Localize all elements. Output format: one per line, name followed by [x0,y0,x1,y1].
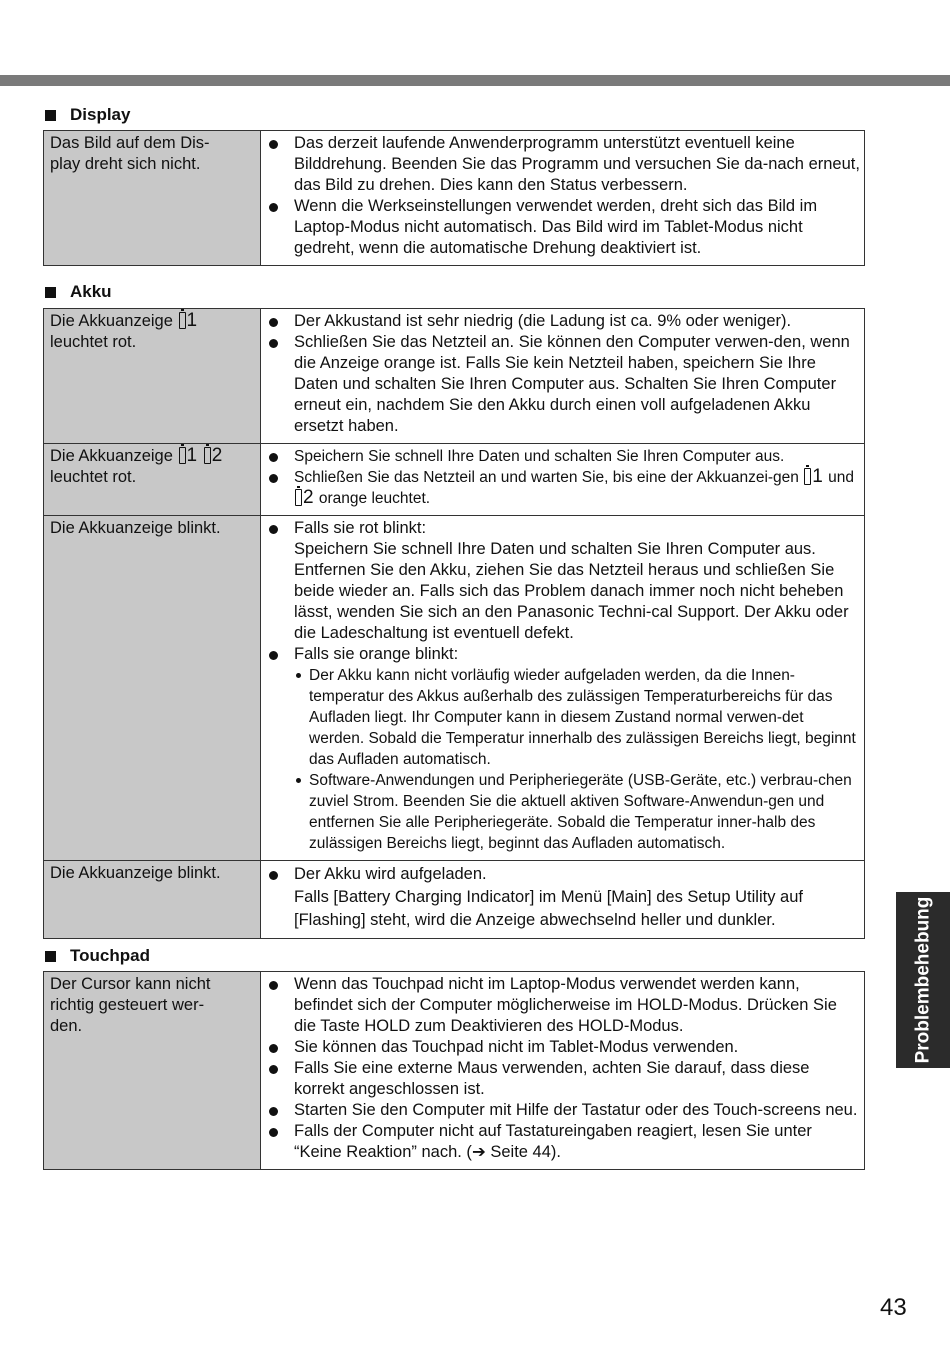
solution-text: Falls [Battery Charging Indicator] im Menü [Main] des Setup Utility auf [Flashing] steht, wird die Anzeige abwechselnd heller und dunkler. [294,888,803,929]
solution-cell [261,972,865,1170]
solution-item: Falls sie rot blinkt: [267,518,860,539]
sub-item: Der Akku kann nicht vorläufig wieder aufgeladen werden, da die Innen-temperatur des Akkus außerhalb des zulässigen Temperaturbereichs für das Aufladen liegt. Ihr Computer kann in diesem Zustand normal verwen-det werden. Sobald die Temperatur innerhalb des zulässigen Bereichs liegt, beginnt das Aufladen automatisch. [267,665,860,770]
solution-item: Starten Sie den Computer mit Hilfe der Tastatur oder des Touch-screens neu. [267,1100,860,1121]
display-table [43,130,865,266]
battery-indicator-icon: 1 [179,312,198,330]
solution-item: Speichern Sie schnell Ihre Daten und schalten Sie Ihren Computer aus. [267,446,860,467]
solution-item: Sie können das Touchpad nicht im Tablet-Modus verwenden. [267,1037,860,1058]
bullet-icon [269,203,278,212]
section-heading-display [45,105,130,125]
bullet-icon [269,651,278,660]
table-row [44,861,865,939]
solution-item: Schließen Sie das Netzteil an. Sie können den Computer verwen-den, wenn die Anzeige orange ist. Falls Sie kein Netzteil haben, speichern Sie Ihre Daten und schalten Sie Ihren Computer aus. Schalten Sie Ihren Computer erneut ein, nachdem Sie den Akku durch einen voll aufgeladenen Akku ersetzt haben. [267,332,860,437]
bullet-icon [269,1128,278,1137]
battery-indicator-icon: 2 [295,489,314,507]
bullet-icon [269,453,278,462]
solution-cell [261,131,865,266]
battery-indicator-icon: 2 [204,447,223,465]
solution-item: Wenn das Touchpad nicht im Laptop-Modus verwendet werden kann, befindet sich der Computer möglicherweise im HOLD-Modus. Drücken Sie die Taste HOLD zum Deaktivieren des HOLD-Modus. [267,974,860,1037]
side-tab [896,892,950,1068]
section-title: Akku [70,282,112,301]
solution-cell [261,861,865,939]
bullet-icon [269,1107,278,1116]
square-bullet-icon [45,951,56,962]
table-row [44,972,865,1170]
solution-item: Der Akku wird aufgeladen. [267,863,860,886]
sub-item: Software-Anwendungen und Peripheriegeräte (USB-Geräte, etc.) verbrau-chen zuviel Strom. Beenden Sie die aktuell aktiven Software-Anwendun-gen und entfernen Sie alle Peripheriegeräte. Sobald die Temperatur inner-halb des zulässigen Bereichs liegt, beginnt das Aufladen automatisch. [267,770,860,854]
bullet-icon [269,1044,278,1053]
solution-item: Das derzeit laufende Anwenderprogramm unterstützt eventuell keine Bilddrehung. Beenden Sie das Programm und versuchen Sie da-nach erneut, das Bild zu drehen. Dies kann den Status verbessern. [267,133,860,196]
bullet-icon [269,1065,278,1074]
solution-cell [261,309,865,444]
touchpad-table [43,971,865,1170]
bullet-icon [269,871,278,880]
bullet-icon [269,318,278,327]
square-bullet-icon [45,287,56,298]
akku-table [43,308,865,939]
small-bullet-icon [296,673,301,678]
arrow-right-icon: ➔ [471,1143,486,1161]
page-number: 43 [880,1294,907,1321]
solution-item: Falls sie orange blinkt: [267,644,860,665]
symptom-cell: Die Akkuanzeige blinkt. [44,861,261,939]
bullet-icon [269,525,278,534]
section-title: Touchpad [70,946,150,965]
solution-text: Speichern Sie schnell Ihre Daten und schalten Sie Ihren Computer aus. Entfernen Sie den Akku, ziehen Sie das Netzteil heraus und schließen Sie beide wieder an. Falls sich das Problem danach immer noch nicht beheben lässt, wenden Sie sich an den Panasonic Techni-cal Support. Der Akku oder die Ladeschaltung ist eventuell defekt. [294,540,849,642]
symptom-cell: Die Akkuanzeige blinkt. [44,516,261,861]
battery-indicator-icon: 1 [804,468,823,486]
solution-item: Falls der Computer nicht auf Tastatureingaben reagiert, lesen Sie unter “Keine Reaktion” nach. (➔ Seite 44). [267,1121,860,1163]
solution-cell [261,444,865,516]
solution-item: Falls Sie eine externe Maus verwenden, achten Sie darauf, dass diese korrekt angeschlossen ist. [267,1058,860,1100]
bullet-icon [269,474,278,483]
section-heading-akku [45,282,112,302]
bullet-icon [269,339,278,348]
symptom-cell: Die Akkuanzeige 1 2 leuchtet rot. [44,444,261,516]
bullet-icon [269,981,278,990]
top-rule [0,75,950,86]
section-heading-touchpad [45,946,150,966]
solution-item: Schließen Sie das Netzteil an und warten Sie, bis eine der Akkuanzei-gen 1 und 2 orange leuchtet. [267,467,860,509]
table-row [44,131,865,266]
table-row [44,309,865,444]
small-bullet-icon [296,778,301,783]
battery-indicator-icon: 1 [179,447,198,465]
table-row [44,516,865,861]
section-title: Display [70,105,131,124]
symptom-cell: Der Cursor kann nicht richtig gesteuert wer- den. [44,972,261,1170]
solution-item: Der Akkustand ist sehr niedrig (die Ladung ist ca. 9% oder weniger). [267,311,860,332]
table-row [44,444,865,516]
symptom-cell: Die Akkuanzeige 1 leuchtet rot. [44,309,261,444]
square-bullet-icon [45,110,56,121]
bullet-icon [269,140,278,149]
solution-cell [261,516,865,861]
side-tab-label: Problembehebung [912,896,934,1064]
solution-item: Wenn die Werkseinstellungen verwendet werden, dreht sich das Bild im Laptop-Modus nicht automatisch. Das Bild wird im Tablet-Modus nicht gedreht, wenn die automatische Drehung deaktiviert ist. [267,196,860,259]
symptom-cell: Das Bild auf dem Dis- play dreht sich nicht. [44,131,261,266]
